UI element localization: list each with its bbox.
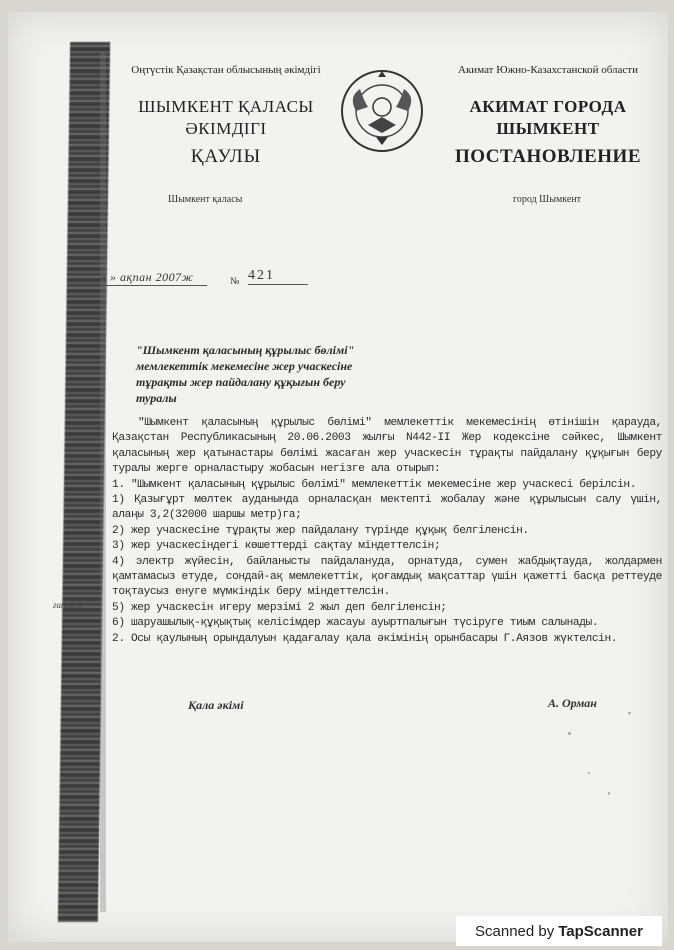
place-kz: Шымкент қаласы [168, 194, 243, 205]
place-ru: город Шымкент [513, 194, 582, 205]
list-item: 3) жер учаскесіндегі көшеттерді сақтау міндеттелсін; [112, 540, 441, 553]
ru-doc-type: ПОСТАНОВЛЕНИЕ [454, 146, 642, 167]
scan-edge-line [100, 52, 106, 912]
signature-title: Қала әкімі [188, 698, 244, 712]
signature-name: А. Орман [548, 696, 597, 710]
kz-doc-type: ҚАУЛЫ [190, 146, 262, 167]
document-number: 421 [248, 268, 308, 285]
document-page [8, 12, 668, 942]
document-subject: "Шымкент қаласының құрылыс бөлімі" мемлекеттік мекемесіне жер учаскесіне тұрақты жер пайдалану құқығын беру туралы [136, 343, 355, 405]
list-item: 1. "Шымкент қаласының құрылыс бөлімі" мемлекеттік мекемесіне жер учаскесі берілсін. [112, 478, 637, 491]
ru-org-heading: АКИМАТ ГОРОДА ШЫМКЕНТ [469, 97, 627, 138]
list-item: 6) шаруашылық-құқықтық келісімдер жасауы ауыртпалығын түсіруге тиым салынады. [112, 617, 599, 630]
number-label: № [230, 276, 240, 287]
kz-org-heading: ШЫМКЕНТ ҚАЛАСЫ ӘКІМДІГІ [138, 97, 314, 138]
preamble: "Шымкент қаласының құрылыс бөлімі" мемлекеттік мекемесінің өтінішін қарауда, Қазақстан Республикасының 20.06.2003 жылғы N442-II Жер кодексіне сәйкес, Шымкент қаласының жер қатынастары бөлімі жасаған жер учаскесін тұрақты пайдалану құқығын беру туралы жерге орналастыру жобасын негізге ала отырып: [112, 417, 662, 476]
kazakhstan-emblem-icon [338, 67, 426, 155]
scan-speck [588, 772, 590, 774]
list-item: 4) электр жүйесін, байланысты пайдалануда, орнатуда, сумен жабдықтауда, жолдармен қамтамасыз етуде, сондай-ақ мемлекеттік, қоғамдық мақсаттар үшін қажетті басқа реттеуде тоқтаусыз енуге мүмкіндік беру міндеттелсін. [112, 555, 662, 599]
list-item: 1) Қазығұрт мөлтек ауданында орналасқан мектепті жобалау және құрылысын салу үшін, алаңы 3,2(32000 шаршы метр)га; [112, 494, 662, 522]
watermark-brand: TapScanner [558, 922, 643, 940]
scan-speck [568, 732, 571, 735]
document-body [112, 416, 662, 647]
list-item: 2) жер учаскесіне тұрақты жер пайдалану түрінде құқық белгіленсін. [112, 524, 529, 537]
document-date: « » ақпан 2007ж [100, 270, 207, 286]
ru-region-heading: Акимат Южно-Казахстанской области [458, 64, 638, 76]
scanner-watermark [456, 916, 662, 946]
list-item: 2. Осы қаулының орындалуын қадағалау қала әкімінің орынбасары Г.Аязов жүктелсін. [112, 632, 618, 645]
scan-speck [628, 712, 631, 714]
kz-region-heading: Оңтүстік Қазақстан облысының әкімдігі [131, 64, 321, 76]
margin-note: ғаппаев [53, 600, 83, 610]
scan-speck [608, 792, 610, 795]
list-item: 5) жер учаскесін игеру мерзімі 2 жыл деп белгіленсін; [112, 601, 447, 614]
watermark-prefix: Scanned by [475, 922, 555, 940]
